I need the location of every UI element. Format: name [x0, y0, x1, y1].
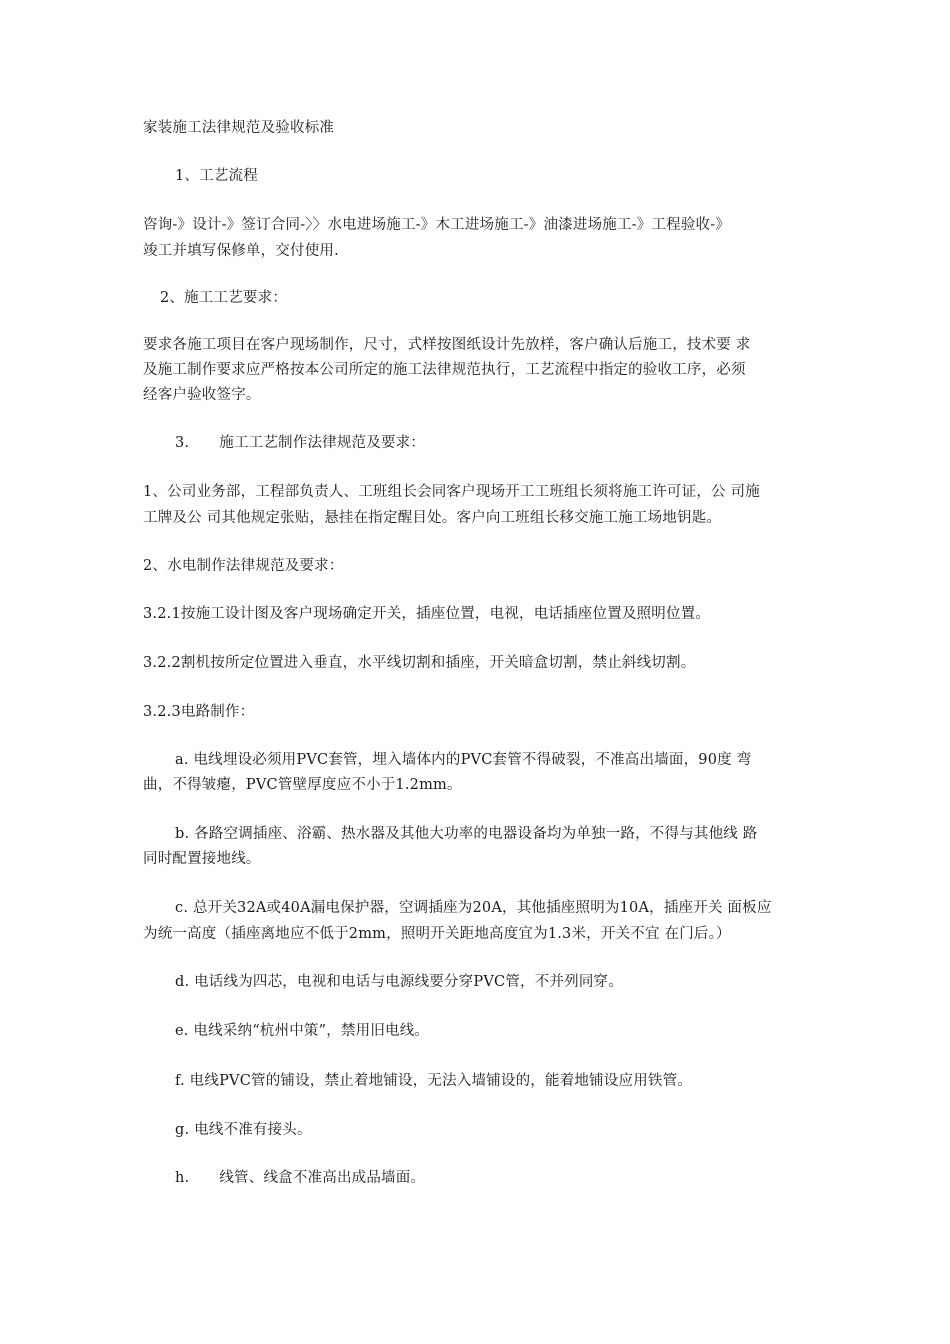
section-3-number: 3.: [175, 435, 190, 451]
section-2-body-line-1: 要求各施工项目在客户现场制作，尺寸，式样按图纸设计先放样，客户确认后施工，技术要 求: [143, 337, 751, 353]
section-1-body-line-1: 咨询-》设计-》签订合同-〉〉水电进场施工-》木工进场施工-》油漆进场施工-》工程验收-》: [143, 217, 731, 233]
section-2-body-line-3: 经客户验收签字。: [143, 387, 261, 403]
item-d: d. 电话线为四芯，电视和电话与电源线要分穿PVC管，不并列同穿。: [175, 974, 623, 990]
item-c-line-2: 为统一高度（插座离地应不低于2mm，照明开关距地高度宜为1.3米，开关不宜 在门后。）: [143, 926, 731, 942]
item-h-label: h.: [175, 1170, 190, 1186]
document-title: 家装施工法律规范及验收标准: [143, 120, 335, 136]
item-e: e. 电线采纳“杭州中策”，禁用旧电线。: [175, 1023, 430, 1039]
section-1-heading: 1、工艺流程: [175, 168, 258, 184]
item-h: [175, 1165, 825, 1191]
paragraph-2: 2、水电制作法律规范及要求：: [143, 558, 344, 574]
item-g: g. 电线不准有接头。: [175, 1122, 312, 1138]
section-2-body-line-2: 及施工制作要求应严格按本公司所定的施工法律规范执行，工艺流程中指定的验收工序，必须: [143, 362, 746, 378]
item-3-2-3: 3.2.3电路制作：: [143, 704, 255, 720]
item-h-text: 线管、线盒不准高出成品墙面。: [219, 1170, 426, 1186]
item-b-line-1: b. 各路空调插座、浴霸、热水器及其他大功率的电器设备均为单独一路，不得与其他线 路: [175, 826, 758, 842]
item-3-2-1: 3.2.1按施工设计图及客户现场确定开关，插座位置，电视，电话插座位置及照明位置。: [143, 606, 711, 622]
item-3-2-2: 3.2.2割机按所定位置进入垂直，水平线切割和插座，开关暗盒切割，禁止斜线切割。: [143, 655, 696, 671]
item-a-line-2: 曲，不得皱瘪，PVC管壁厚度应不小于1.2mm。: [143, 777, 462, 793]
paragraph-1-line-2: 工牌及公 司其他规定张贴，悬挂在指定醒目处。客户向工班组长移交施工施工场地钥匙。: [143, 510, 722, 526]
item-b-line-2: 同时配置接地线。: [143, 851, 261, 867]
section-3-heading-text: 施工工艺制作法律规范及要求：: [219, 435, 426, 451]
section-3-heading: [175, 430, 825, 456]
section-1-body-line-2: 竣工并填写保修单，交付使用.: [143, 243, 339, 259]
item-a-line-1: a. 电线埋设必须用PVC套管，埋入墙体内的PVC套管不得破裂，不准高出墙面，90度 弯: [175, 752, 752, 768]
item-f: f. 电线PVC管的铺设，禁止着地铺设，无法入墙铺设的，能着地铺设应用铁管。: [175, 1073, 692, 1089]
section-2-heading: 2、施工工艺要求：: [160, 290, 288, 306]
paragraph-1-line-1: 1、公司业务部，工程部负责人、工班组长会同客户现场开工工班组长须将施工许可证，公 司施: [143, 484, 760, 500]
item-c-line-1: c. 总开关32A或40A漏电保护器，空调插座为20A，其他插座照明为10A，插座开关 面板应: [175, 900, 772, 916]
